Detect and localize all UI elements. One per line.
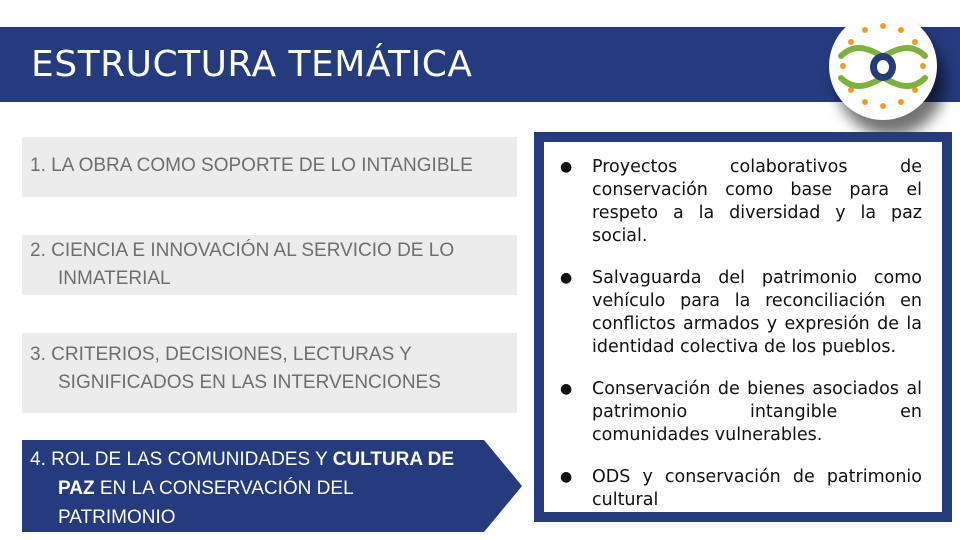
list-item [560,267,922,359]
topic-item-3[interactable] [22,333,517,413]
list-item-text: Conservación de bienes asociados al patrimonio intangible en comunidades vulnerables. [592,379,922,445]
list-item [560,466,922,512]
list-item [560,156,922,248]
details-list [544,142,942,512]
logo [829,12,937,120]
topic-label: 3. CRITERIOS, DECISIONES, LECTURAS Y [30,344,412,365]
details-panel [534,132,952,522]
bullet-icon: ● [560,381,573,397]
bullet-icon: ● [560,469,573,485]
list-item-text: Salvaguarda del patrimonio como vehículo para la reconciliación en conflictos armados y expresión de la identidad colectiva de los pueblos. [592,268,922,357]
topic-label-continued: INMATERIAL [58,268,171,289]
topic-label: 4. ROL DE LAS COMUNIDADES Y [30,449,333,470]
topic-label: EN LA CONSERVACIÓN DEL [94,478,354,499]
topic-label: 2. CIENCIA E INNOVACIÓN AL SERVICIO DE LO [30,240,455,261]
topic-label: 1. LA OBRA COMO SOPORTE DE LO INTANGIBLE [30,155,473,176]
page-title: ESTRUCTURA TEMÁTICA [31,44,473,85]
bullet-icon: ● [560,159,573,175]
topic-label-continued: PATRIMONIO [58,507,176,528]
topic-item-2[interactable] [22,235,517,295]
topic-item-1[interactable] [22,137,517,197]
topic-label-continued: SIGNIFICADOS EN LAS INTERVENCIONES [58,372,441,393]
list-item [560,378,922,447]
topic-label-bold: PAZ [58,478,95,499]
list-item-text: ODS y conservación de patrimonio cultural [592,467,922,510]
topic-label-bold: CULTURA DE [332,449,455,470]
eye-logo-icon [829,12,937,120]
bullet-icon: ● [560,270,573,286]
topic-item-4-active[interactable] [22,440,524,532]
list-item-text: Proyectos colaborativos de conservación como base para el respeto a la diversidad y la paz social. [592,157,922,246]
